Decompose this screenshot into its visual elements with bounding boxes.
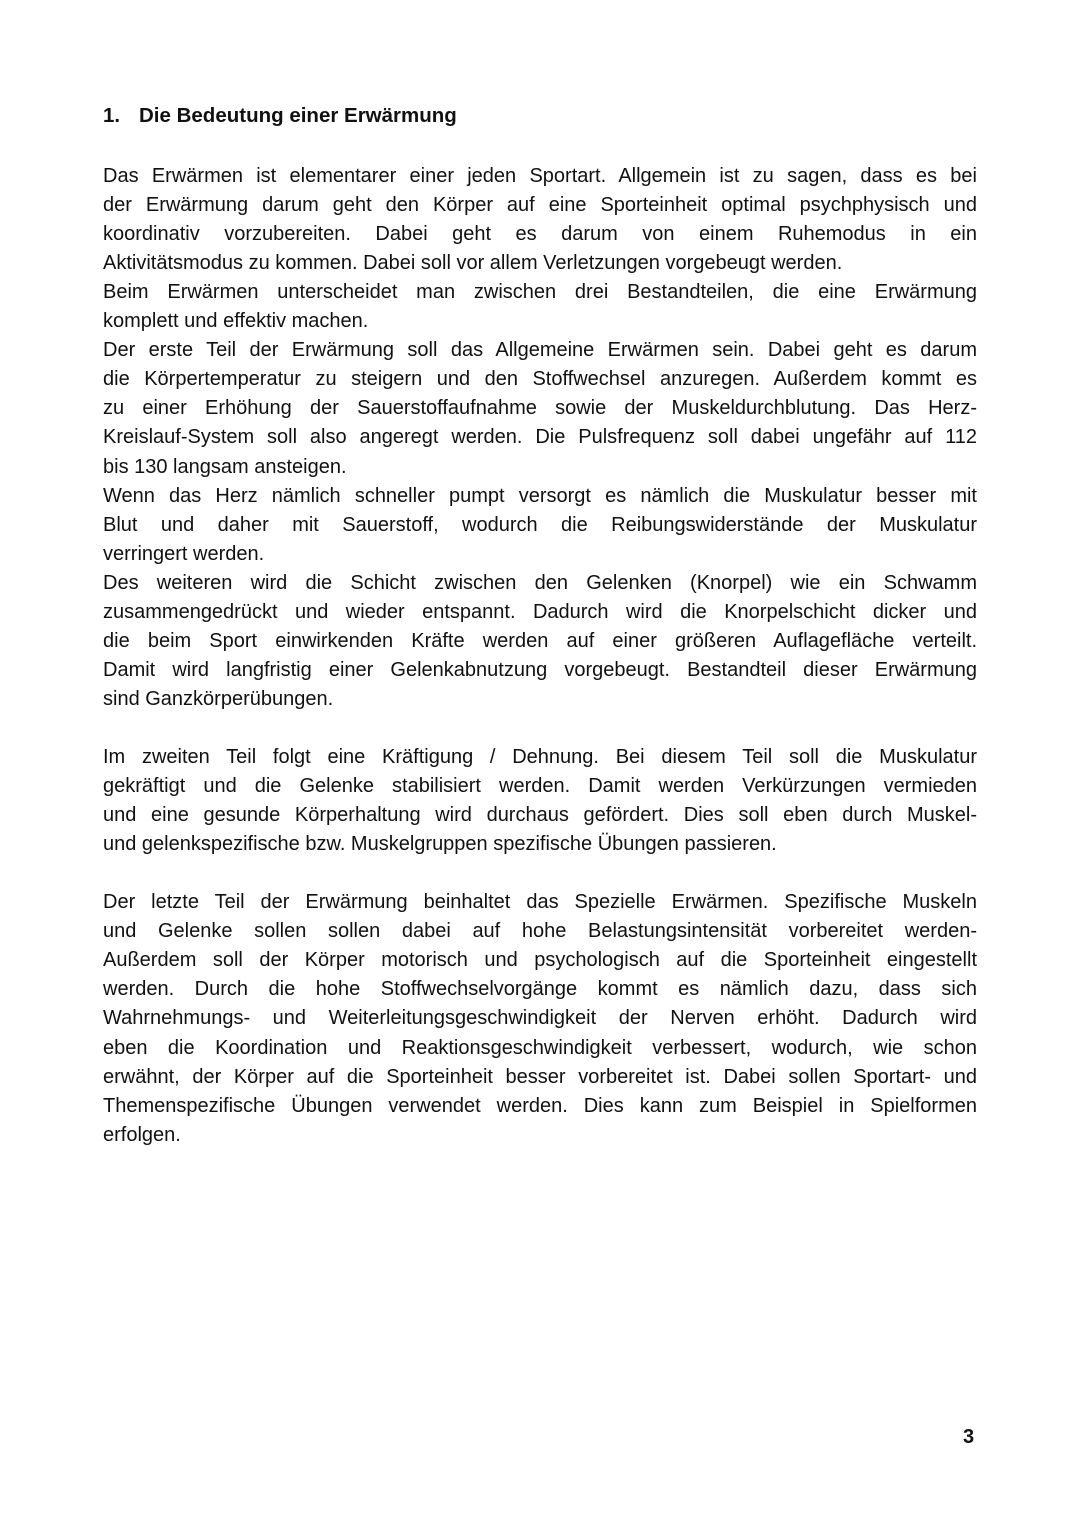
text-line: die beim Sport einwirkenden Kräfte werden auf einer größeren Auflagefläche verteilt.: [103, 629, 977, 652]
text-line: eben die Koordination und Reaktionsgeschwindigkeit verbessert, wodurch, wie schon: [103, 1036, 977, 1059]
section-heading: [103, 104, 457, 128]
text-line: Blut und daher mit Sauerstoff, wodurch die Reibungswiderstände der Muskulatur: [103, 513, 977, 536]
text-line: der Erwärmung darum geht den Körper auf eine Sporteinheit optimal psychphysisch und: [103, 194, 977, 217]
blank-line: [103, 714, 977, 743]
text-line: Der letzte Teil der Erwärmung beinhaltet das Spezielle Erwärmen. Spezifische Muskeln: [103, 891, 977, 914]
text-line: Außerdem soll der Körper motorisch und psychologisch auf die Sporteinheit eingestellt: [103, 949, 977, 972]
text-line: gekräftigt und die Gelenke stabilisiert werden. Damit werden Verkürzungen vermieden: [103, 775, 977, 798]
text-line: werden. Durch die hohe Stoffwechselvorgänge kommt es nämlich dazu, dass sich: [103, 978, 977, 1001]
text-line: zu einer Erhöhung der Sauerstoffaufnahme sowie der Muskeldurchblutung. Das Herz-: [103, 397, 977, 420]
text-line: zusammengedrückt und wieder entspannt. Dadurch wird die Knorpelschicht dicker und: [103, 600, 977, 623]
text-line: Im zweiten Teil folgt eine Kräftigung / Dehnung. Bei diesem Teil soll die Muskulatur: [103, 746, 977, 768]
section-title: Die Bedeutung einer Erwärmung: [139, 104, 457, 127]
text-line: komplett und effektiv machen.: [103, 310, 369, 333]
page-number: 3: [963, 1426, 975, 1448]
text-line: bis 130 langsam ansteigen.: [103, 455, 347, 478]
text-line: erwähnt, der Körper auf die Sporteinheit besser vorbereitet ist. Dabei sollen Sportart- und: [103, 1065, 977, 1088]
text-line: Aktivitätsmodus zu kommen. Dabei soll vor allem Verletzungen vorgebeugt werden.: [103, 252, 843, 275]
section-number: 1.: [103, 104, 121, 127]
text-line: sind Ganzkörperübungen.: [103, 687, 334, 710]
text-line: und eine gesunde Körperhaltung wird durchaus gefördert. Dies soll eben durch Muskel-: [103, 804, 977, 827]
blank-line: [103, 859, 977, 888]
text-line: koordinativ vorzubereiten. Dabei geht es darum von einem Ruhemodus in ein: [103, 223, 977, 246]
text-line: verringert werden.: [103, 542, 265, 565]
text-line: Beim Erwärmen unterscheidet man zwischen drei Bestandteilen, die eine Erwärmung: [103, 281, 977, 304]
text-line: Der erste Teil der Erwärmung soll das Allgemeine Erwärmen sein. Dabei geht es darum: [103, 339, 977, 362]
text-line: Damit wird langfristig einer Gelenkabnutzung vorgebeugt. Bestandteil dieser Erwärmung: [103, 658, 977, 681]
text-line: und Gelenke sollen sollen dabei auf hohe Belastungsintensität vorbereitet werden-: [103, 920, 977, 943]
text-line: die Körpertemperatur zu steigern und den Stoffwechsel anzuregen. Außerdem kommt es: [103, 368, 977, 391]
text-line: Wahrnehmungs- und Weiterleitungsgeschwindigkeit der Nerven erhöht. Dadurch wird: [103, 1007, 977, 1030]
text-line: Wenn das Herz nämlich schneller pumpt versorgt es nämlich die Muskulatur besser mit: [103, 484, 977, 507]
text-line: erfolgen.: [103, 1123, 181, 1146]
text-line: und gelenkspezifische bzw. Muskelgruppen spezifische Übungen passieren.: [103, 833, 777, 856]
text-line: Des weiteren wird die Schicht zwischen den Gelenken (Knorpel) wie ein Schwamm: [103, 571, 977, 594]
text-line: Kreislauf-System soll also angeregt werden. Die Pulsfrequenz soll dabei ungefähr auf 112: [103, 426, 977, 449]
text-line: Themenspezifische Übungen verwendet werden. Dies kann zum Beispiel in Spielformen: [103, 1094, 977, 1117]
text-line: Das Erwärmen ist elementarer einer jeden Sportart. Allgemein ist zu sagen, dass es bei: [103, 165, 977, 187]
